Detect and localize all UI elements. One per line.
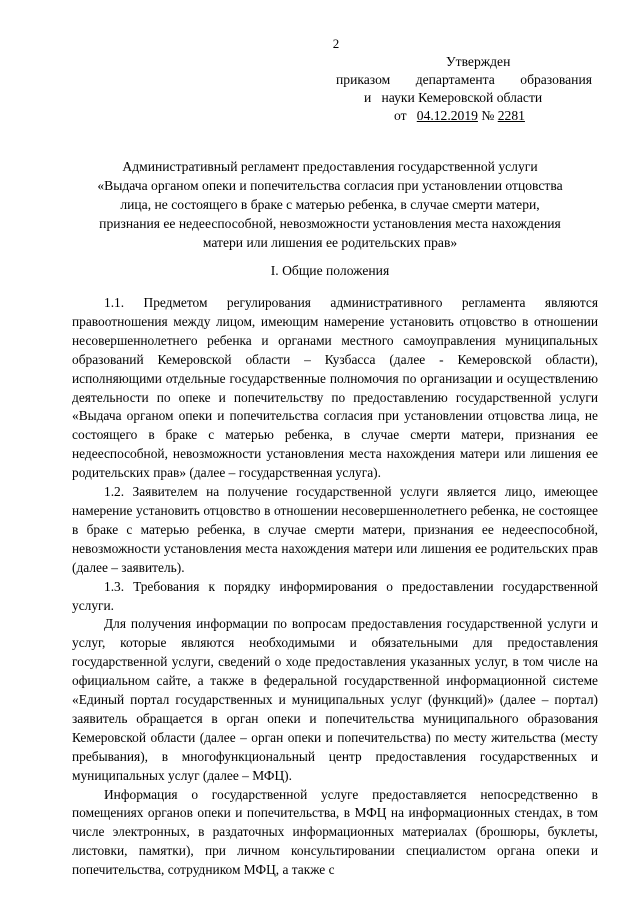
paragraph: Информация о государственной услуге предоставляется непосредственно в помещениях органов опеки и попечительства, в МФЦ на информационных стендах, в том числе электронных, в раздаточных информационных материалах (брошюры, буклеты, листовки, памятки), при личном консультировании специалистом органа опеки и попечительства, сотрудником МФЦ, а также с (72, 786, 598, 878)
approval-date: 04.12.2019 (416, 108, 478, 123)
page-number: 2 (332, 36, 340, 51)
paragraph: 1.2. Заявителем на получение государственной услуги является лицо, имеющее намерение установить отцовство в отношении несовершеннолетнего ребенка, не состоящее в браке с матерью ребенка, в случае смерти матери, признания ее недееспособной, невозможности установления места нахождения матери или лишения ее родительских прав (далее – заявитель). (72, 484, 598, 575)
title-line: Административный регламент предоставления государственной услуги (122, 159, 538, 174)
approval-region-line: и науки Кемеровской области (364, 90, 543, 105)
paragraph: 1.1. Предметом регулирования административного регламента являются правоотношения между лицом, имеющим намерение установить отцовство в отношении несовершеннолетнего ребенка и органами местного самоуправления муниципальных образований Кемеровской области – Кузбасса (далее - Кемеровской области), исполняющими отдельные государственные полномочия по организации и осуществлению деятельности по опеке и попечительству по предоставлению государственной услуги «Выдача органом опеки и попечительства согласия при установлении отцовства лица, не состоящего в браке с матерью ребенка, в случае смерти матери, признания ее недееспособной, невозможности установления места нахождения матери или лишения ее родительских прав» (далее – государственная услуга). (72, 295, 598, 481)
title-line: «Выдача органом опеки и попечительства согласия при установлении отцовства (97, 178, 563, 193)
paragraph: Для получения информации по вопросам предоставления государственной услуги и услуг, которые являются необходимыми и обязательными для предоставления государственной услуги, сведений о ходе предоставления указанных услуг, в том числе на официальном сайте, а также в федеральной государственной информационной системе «Единый портал государственных и муниципальных услуг (функций)» (далее – портал) заявитель обращается в орган опеки и попечительства муниципального образования Кемеровской области (далее – орган опеки и попечительства) по месту жительства (месту пребывания), в многофункциональный центр предоставления государственных и муниципальных услуг (далее – МФЦ). (72, 616, 598, 783)
title-line: признания ее недееспособной, невозможности установления места нахождения (99, 216, 561, 231)
approval-heading: Утвержден (446, 54, 511, 69)
approval-date-line (336, 107, 592, 125)
document-title (40, 157, 620, 252)
approval-number-sign: № (481, 108, 495, 123)
section-heading: I. Общие положения (270, 263, 390, 278)
paragraph: 1.3. Требования к порядку информирования о предоставлении государственной услуги. (72, 578, 598, 613)
title-line: матери или лишения ее родительских прав» (202, 235, 458, 250)
approval-number: 2281 (497, 108, 525, 123)
document-body (72, 294, 598, 880)
title-line: лица, не состоящего в браке с матерью ребенка, в случае смерти матери, (120, 197, 540, 212)
approval-word-education: образования (520, 72, 592, 87)
approval-word-department: департамента (415, 72, 495, 87)
approval-word-order: приказом (336, 72, 391, 87)
approval-block (336, 53, 592, 125)
approval-from-label: от (394, 108, 407, 123)
approval-order-line (336, 71, 592, 89)
